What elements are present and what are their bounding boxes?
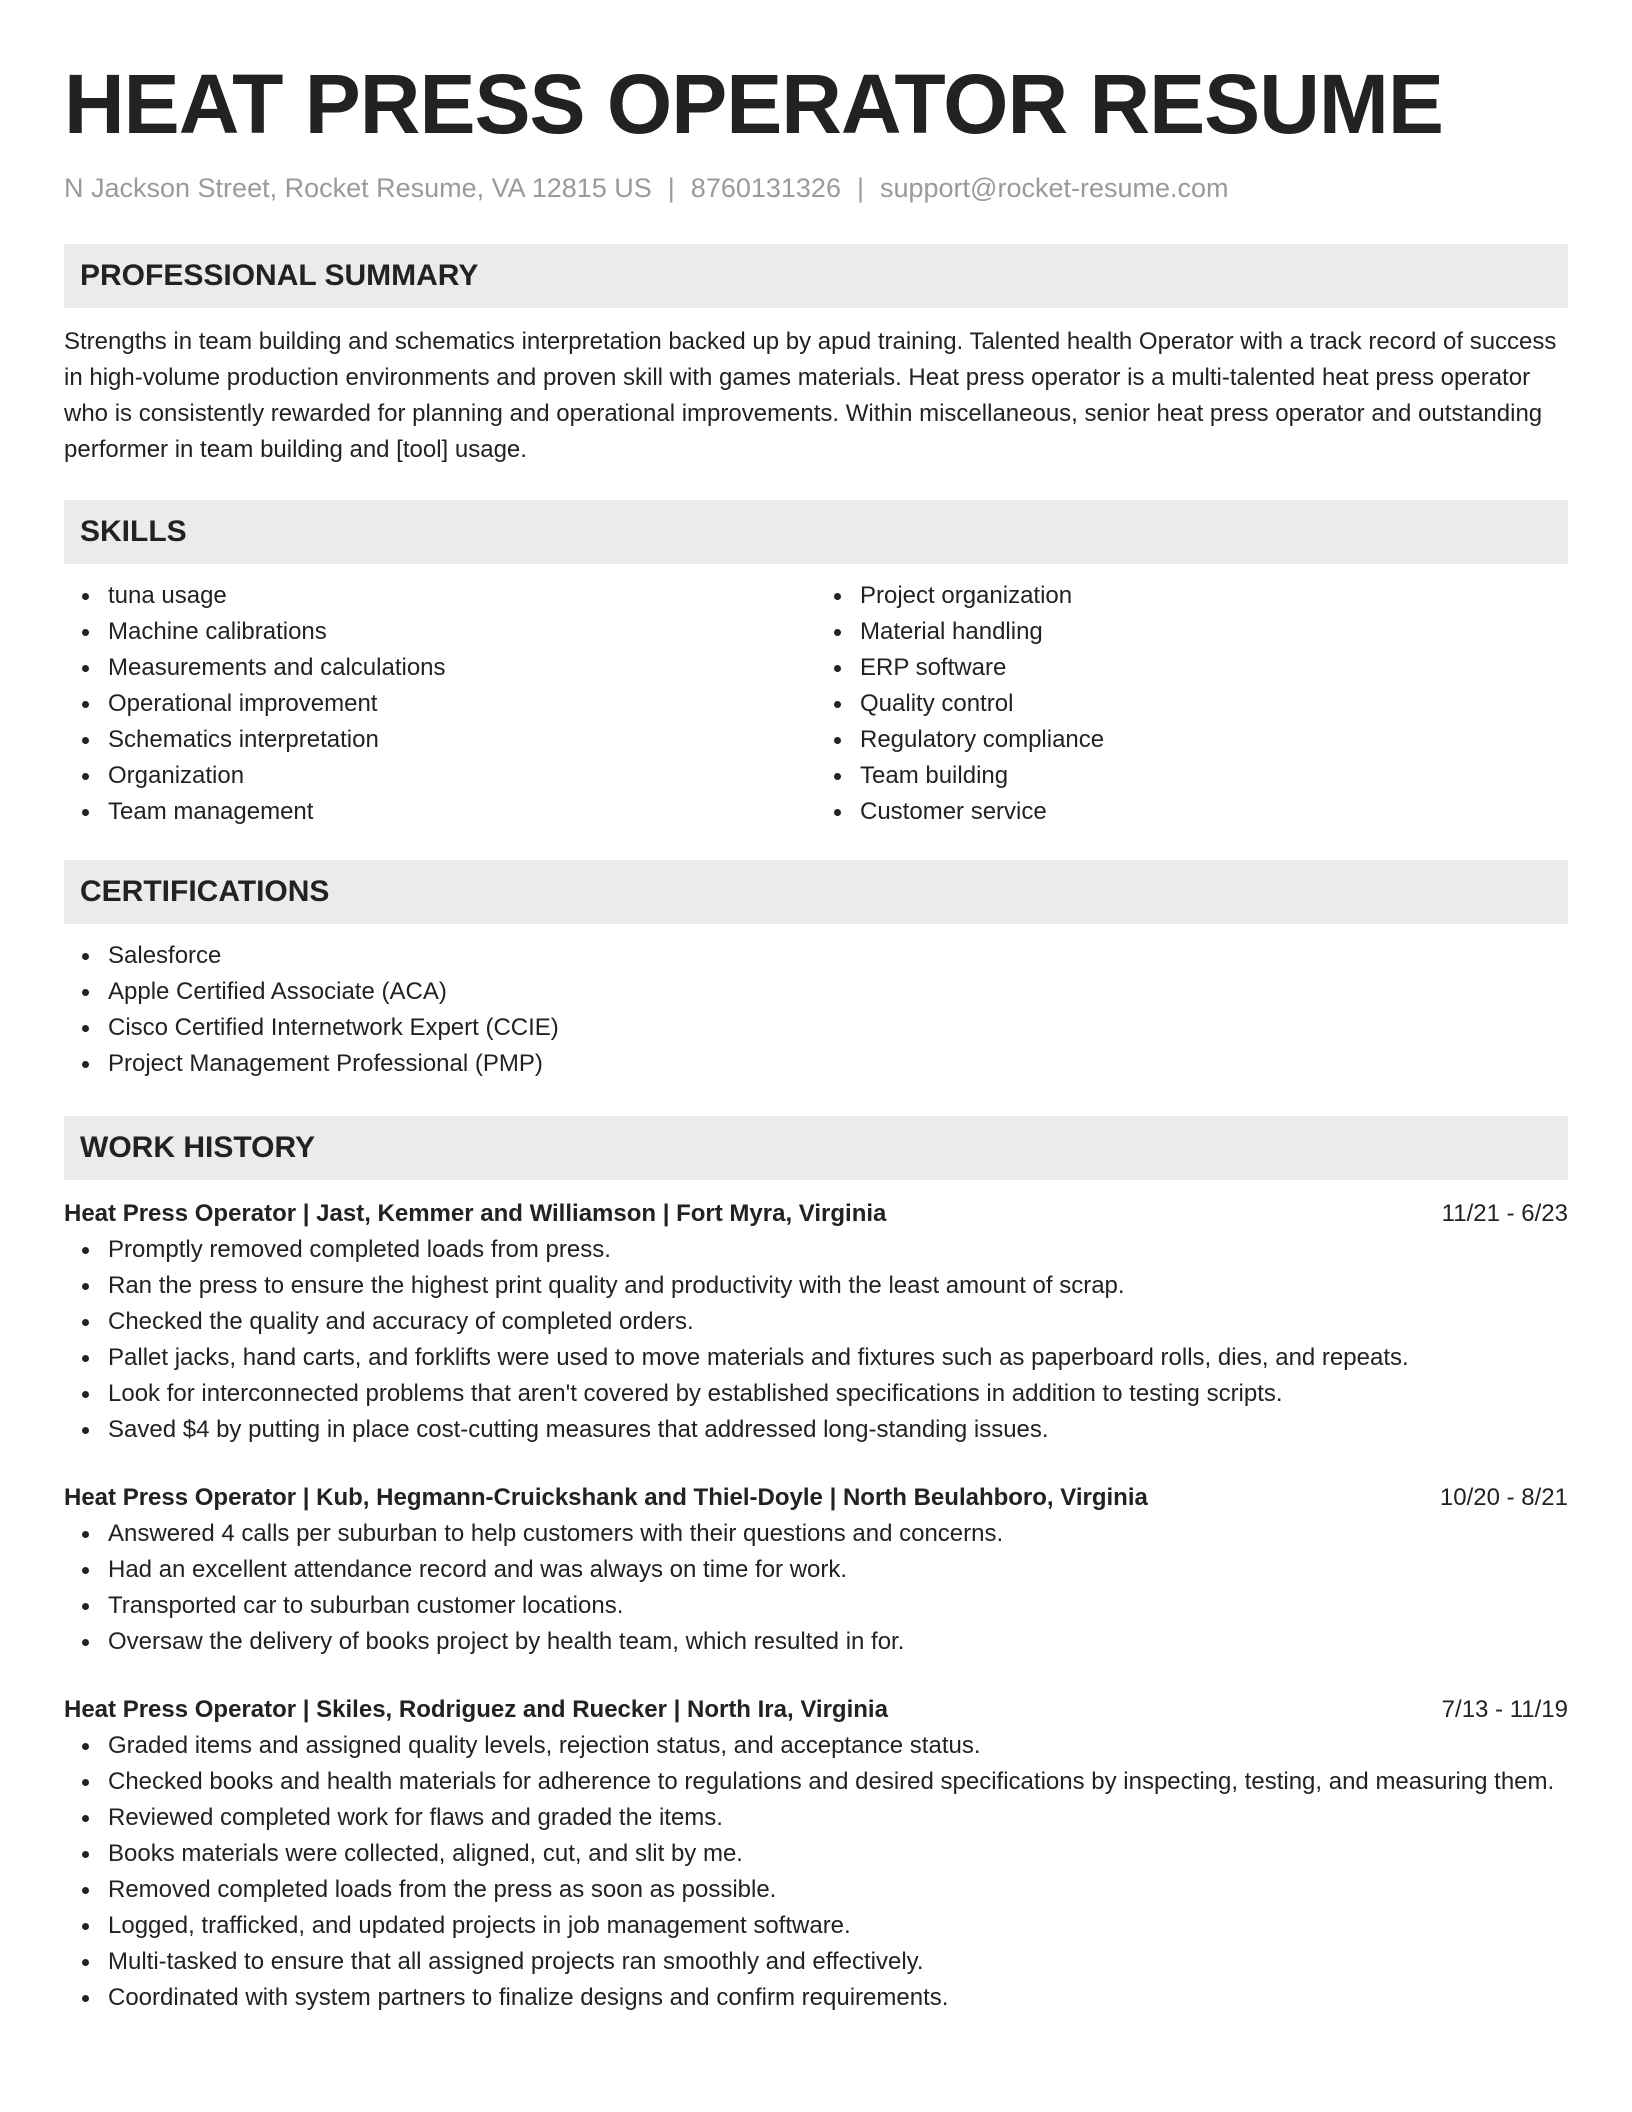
skill-item: Quality control: [860, 686, 1568, 722]
job-dates: 7/13 - 11/19: [1441, 1696, 1568, 1723]
skill-item: Team management: [108, 794, 816, 830]
skills-heading: SKILLS: [64, 500, 1568, 564]
job-bullet: Graded items and assigned quality levels, rejection status, and acceptance status.: [108, 1728, 1568, 1764]
job-bullets: [64, 1516, 1568, 1660]
job-entry: [64, 1196, 1568, 1448]
job-dates: 10/20 - 8/21: [1439, 1484, 1568, 1511]
job-bullet: Multi-tasked to ensure that all assigned projects ran smoothly and effectively.: [108, 1944, 1568, 1980]
job-dates: 11/21 - 6/23: [1441, 1200, 1568, 1227]
job-bullet: Had an excellent attendance record and was always on time for work.: [108, 1552, 1568, 1588]
summary-heading: PROFESSIONAL SUMMARY: [64, 244, 1568, 308]
certification-item: Apple Certified Associate (ACA): [108, 974, 1568, 1010]
job-bullet: Saved $4 by putting in place cost-cutting measures that addressed long-standing issues.: [108, 1412, 1568, 1448]
skills-column-right: [816, 578, 1568, 830]
certification-item: Project Management Professional (PMP): [108, 1046, 1568, 1082]
job-header: [64, 1480, 1568, 1516]
skill-item: Team building: [860, 758, 1568, 794]
skill-item: tuna usage: [108, 578, 816, 614]
job-title: Heat Press Operator | Jast, Kemmer and Williamson | Fort Myra, Virginia: [64, 1200, 887, 1227]
job-bullet: Look for interconnected problems that aren't covered by established specifications in addition to testing scripts.: [108, 1376, 1568, 1412]
job-bullet: Pallet jacks, hand carts, and forklifts were used to move materials and fixtures such as paperboard rolls, dies, and repeats.: [108, 1340, 1568, 1376]
certifications-list: [64, 938, 1568, 1082]
work-history-heading: WORK HISTORY: [64, 1116, 1568, 1180]
skill-item: Measurements and calculations: [108, 650, 816, 686]
skills-column-left: [64, 578, 816, 830]
job-header: [64, 1196, 1568, 1232]
job-bullet: Coordinated with system partners to finalize designs and confirm requirements.: [108, 1980, 1568, 2016]
skill-item: Material handling: [860, 614, 1568, 650]
job-bullet: Removed completed loads from the press as soon as possible.: [108, 1872, 1568, 1908]
summary-text: Strengths in team building and schematics interpretation backed up by apud training. Talented health Operator with a track record of success in high-volume production environments and proven skill with games materials. Heat press operator is a multi-talented heat press operator who is consistently rewarded for planning and operational improvements. Within miscellaneous, senior heat press operator and outstanding performer in team building and [tool] usage.: [64, 328, 1557, 463]
contact-address: N Jackson Street, Rocket Resume, VA 12815 US: [64, 173, 652, 203]
skill-item: Organization: [108, 758, 816, 794]
job-bullet: Reviewed completed work for flaws and graded the items.: [108, 1800, 1568, 1836]
certifications-heading: CERTIFICATIONS: [64, 860, 1568, 924]
job-bullet: Oversaw the delivery of books project by health team, which resulted in for.: [108, 1624, 1568, 1660]
job-entry: [64, 1480, 1568, 1660]
job-bullets: [64, 1728, 1568, 2016]
contact-separator: |: [856, 173, 864, 203]
skill-item: Operational improvement: [108, 686, 816, 722]
skills-list: [64, 578, 1568, 830]
job-bullet: Answered 4 calls per suburban to help customers with their questions and concerns.: [108, 1516, 1568, 1552]
contact-email: support@rocket-resume.com: [879, 173, 1229, 203]
certification-item: Salesforce: [108, 938, 1568, 974]
skill-item: ERP software: [860, 650, 1568, 686]
contact-line: [64, 170, 1568, 206]
skill-item: Customer service: [860, 794, 1568, 830]
skill-item: Machine calibrations: [108, 614, 816, 650]
resume-title: HEAT PRESS OPERATOR RESUME: [64, 57, 1443, 151]
contact-separator: |: [667, 173, 675, 203]
certification-item: Cisco Certified Internetwork Expert (CCIE): [108, 1010, 1568, 1046]
job-bullet: Logged, trafficked, and updated projects in job management software.: [108, 1908, 1568, 1944]
job-title: Heat Press Operator | Skiles, Rodriguez and Ruecker | North Ira, Virginia: [64, 1696, 888, 1723]
job-bullet: Checked the quality and accuracy of completed orders.: [108, 1304, 1568, 1340]
skill-item: Schematics interpretation: [108, 722, 816, 758]
job-header: [64, 1692, 1568, 1728]
job-entry: [64, 1692, 1568, 2016]
job-title: Heat Press Operator | Kub, Hegmann-Cruickshank and Thiel-Doyle | North Beulahboro, Virginia: [64, 1484, 1148, 1511]
contact-phone: 8760131326: [690, 173, 841, 203]
skill-item: Project organization: [860, 578, 1568, 614]
job-bullets: [64, 1232, 1568, 1448]
job-bullet: Ran the press to ensure the highest print quality and productivity with the least amount of scrap.: [108, 1268, 1568, 1304]
job-bullet: Checked books and health materials for adherence to regulations and desired specifications by inspecting, testing, and measuring them.: [108, 1764, 1568, 1800]
job-bullet: Promptly removed completed loads from press.: [108, 1232, 1568, 1268]
job-bullet: Books materials were collected, aligned, cut, and slit by me.: [108, 1836, 1568, 1872]
skill-item: Regulatory compliance: [860, 722, 1568, 758]
job-bullet: Transported car to suburban customer locations.: [108, 1588, 1568, 1624]
